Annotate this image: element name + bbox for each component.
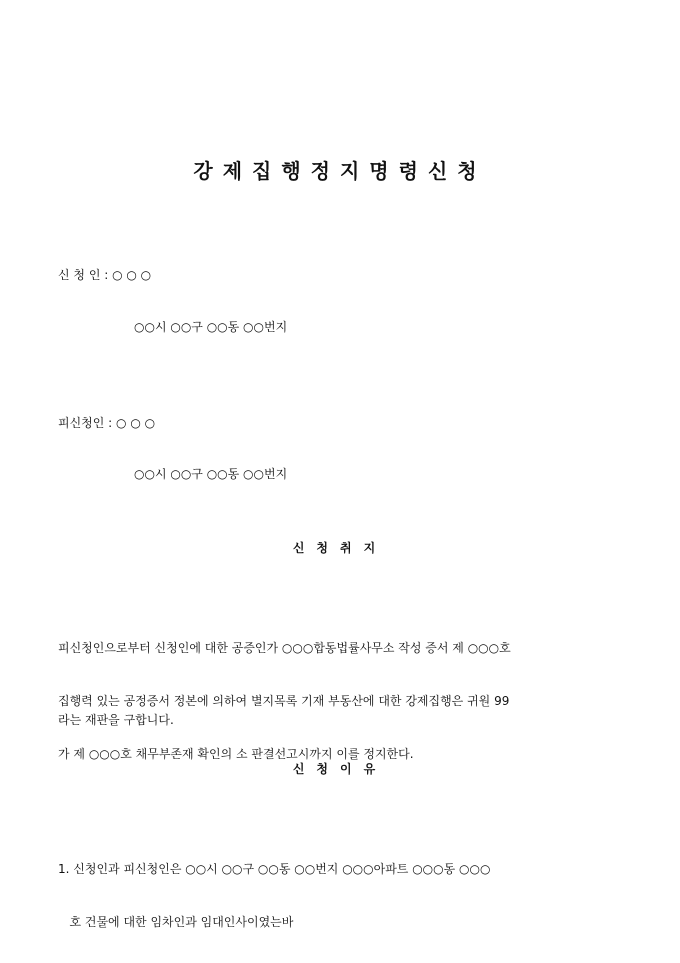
- reason-item-1: [58, 829, 638, 963]
- purpose-heading: 신청취지: [292, 541, 388, 555]
- purpose-closing: 라는 재판을 구합니다.: [58, 713, 174, 727]
- applicant-address: ○○시 ○○구 ○○동 ○○번지: [134, 320, 288, 334]
- document-title: 강제집행정지명령신청: [193, 159, 487, 183]
- applicant-label: 신 청 인 : ○ ○ ○: [58, 268, 152, 282]
- reason-heading: 신청이유: [292, 762, 388, 776]
- purpose-line: 집행력 있는 공정증서 정본에 의하여 별지목록 기재 부동산에 대한 강제집행은 귀원 99: [58, 694, 510, 708]
- purpose-line: 가 제 ○○○호 채무부존재 확인의 소 판결선고시까지 이를 정지한다.: [58, 747, 414, 761]
- reason-line: 1. 신청인과 피신청인은 ○○시 ○○구 ○○동 ○○번지 ○○○아파트 ○○○동 ○○○: [58, 862, 491, 876]
- respondent-address: ○○시 ○○구 ○○동 ○○번지: [134, 467, 288, 481]
- reason-line: 호 건물에 대한 임차인과 임대인사이였는바: [58, 915, 294, 929]
- respondent-label: 피신청인 : ○ ○ ○: [58, 416, 156, 430]
- purpose-line: 피신청인으로부터 신청인에 대한 공증인가 ○○○합동법률사무소 작성 증서 제 ○○○호: [58, 641, 511, 655]
